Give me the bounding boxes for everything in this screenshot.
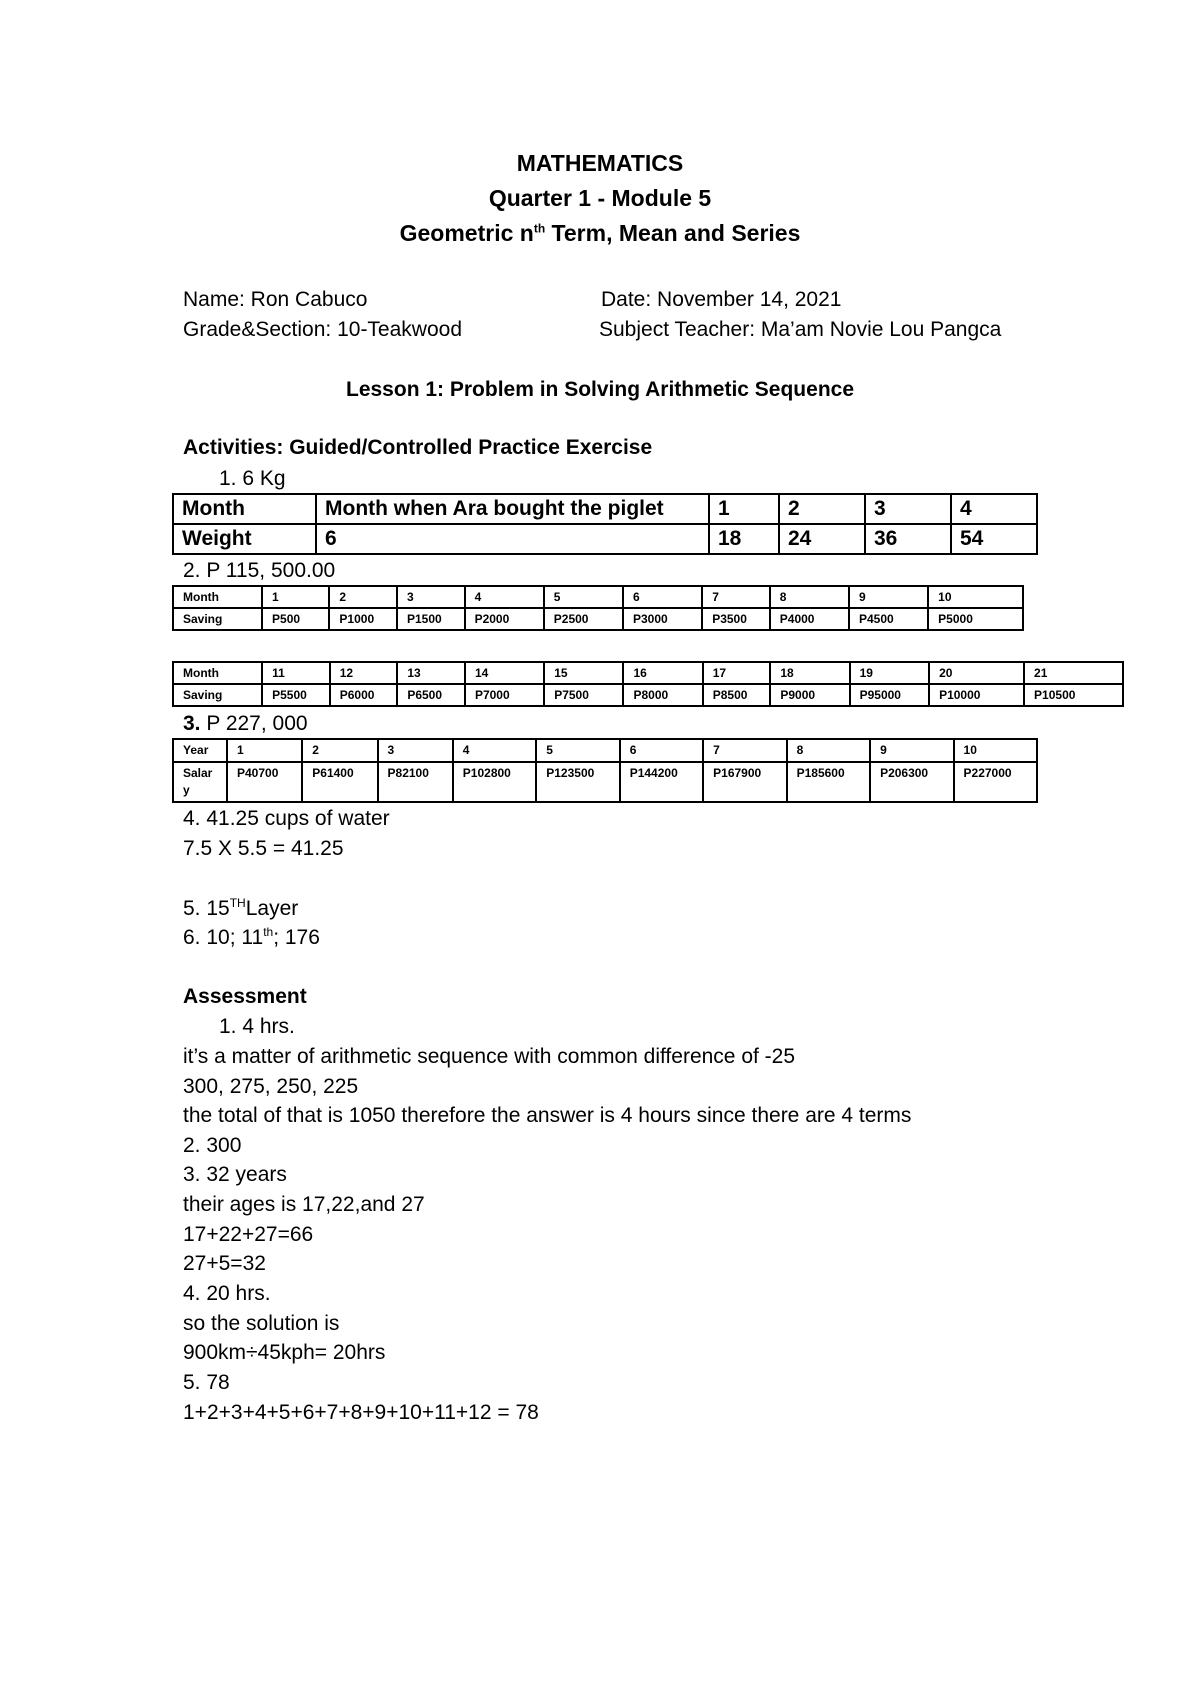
table-row [173, 494, 1037, 524]
table-cell: P9000 [770, 684, 849, 706]
title-pre: Geometric n [399, 220, 534, 246]
date: Date: November 14, 2021 [601, 288, 842, 311]
table-cell: Month when Ara bought the piglet [316, 494, 709, 524]
table-cell: 21 [1024, 662, 1123, 684]
table-cell: 17 [703, 662, 771, 684]
activity-2-answer: 2. P 115, 500.00 [183, 559, 336, 582]
table-cell: Month [173, 662, 262, 684]
activity-4-answer: 4. 41.25 cups of water [183, 807, 390, 830]
table-row [173, 608, 1023, 630]
table-cell: 14 [465, 662, 544, 684]
activity-3-number: 3. [183, 712, 201, 735]
weight-table [172, 493, 1038, 555]
table-row [173, 684, 1123, 706]
table-cell: P227000 [954, 762, 1037, 802]
table-cell: 19 [850, 662, 929, 684]
assessment-line: their ages is 17,22,and 27 [183, 1193, 425, 1216]
assessment-heading: Assessment [183, 985, 307, 1008]
table-cell: 2 [302, 739, 377, 762]
table-cell: P5500 [262, 684, 330, 706]
table-cell: 9 [870, 739, 953, 762]
table-cell: 9 [849, 586, 928, 608]
table-cell: P7500 [544, 684, 623, 706]
table-cell: Saving [173, 684, 262, 706]
table-cell: P82100 [378, 762, 453, 802]
assessment-line: 1+2+3+4+5+6+7+8+9+10+11+12 = 78 [183, 1401, 539, 1424]
document-quarter: Quarter 1 - Module 5 [488, 185, 712, 211]
table-cell: P10000 [929, 684, 1024, 706]
table-cell: P1000 [329, 608, 397, 630]
assessment-line: 17+22+27=66 [183, 1223, 314, 1246]
a5-post: Layer [245, 897, 299, 920]
table-cell: P6500 [397, 684, 465, 706]
table-cell: 6 [623, 586, 702, 608]
activity-3-value: P 227, 000 [206, 712, 308, 735]
table-cell: P123500 [536, 762, 619, 802]
table-row [173, 586, 1023, 608]
table-cell: P2000 [465, 608, 544, 630]
table-cell: 4 [453, 739, 536, 762]
table-cell: P3500 [702, 608, 770, 630]
table-row [173, 762, 1037, 802]
table-cell: Month [173, 494, 316, 524]
saving-table-2 [172, 661, 1124, 707]
table-cell: 6 [316, 524, 709, 554]
table-cell: Year [173, 739, 227, 762]
table-cell: 4 [465, 586, 544, 608]
assessment-line: 27+5=32 [183, 1252, 266, 1275]
activity-5-answer [183, 897, 298, 921]
table-cell: P4500 [849, 608, 928, 630]
table-cell: P3000 [623, 608, 702, 630]
table-cell: P7000 [465, 684, 544, 706]
activity-4-solution: 7.5 X 5.5 = 41.25 [183, 837, 344, 860]
table-cell: 36 [865, 524, 951, 554]
a6-post: ; 176 [273, 926, 320, 949]
table-row [173, 524, 1037, 554]
table-cell: 4 [951, 494, 1037, 524]
table-cell: P102800 [453, 762, 536, 802]
table-cell: 10 [928, 586, 1023, 608]
activity-1-answer: 1. 6 Kg [219, 467, 286, 490]
assessment-line: 5. 78 [183, 1371, 230, 1394]
table-cell: 12 [330, 662, 398, 684]
assessment-line: it’s a matter of arithmetic sequence with common difference of -25 [183, 1045, 796, 1068]
table-cell: 8 [787, 739, 870, 762]
assessment-line: so the solution is [183, 1312, 340, 1335]
table-cell: 3 [865, 494, 951, 524]
table-cell: P500 [262, 608, 329, 630]
table-cell: 5 [544, 586, 623, 608]
table-cell: P206300 [870, 762, 953, 802]
table-cell: 10 [954, 739, 1037, 762]
table-cell: P8500 [703, 684, 771, 706]
table-cell: 3 [397, 586, 465, 608]
table-cell: 1 [227, 739, 302, 762]
table-cell: P61400 [302, 762, 377, 802]
table-cell: 7 [702, 586, 770, 608]
table-cell: P6000 [330, 684, 398, 706]
table-cell: 20 [929, 662, 1024, 684]
assessment-line: 3. 32 years [183, 1163, 287, 1186]
assessment-line: the total of that is 1050 therefore the answer is 4 hours since there are 4 terms [183, 1104, 912, 1127]
salary-label: Salary [183, 766, 213, 797]
table-cell: P40700 [227, 762, 302, 802]
assessment-line: 300, 275, 250, 225 [183, 1075, 359, 1098]
table-cell: 7 [703, 739, 786, 762]
table-cell: 24 [779, 524, 865, 554]
table-cell: 6 [620, 739, 703, 762]
table-cell: 3 [378, 739, 453, 762]
table-cell: P10500 [1024, 684, 1123, 706]
table-cell: 5 [536, 739, 619, 762]
title-post: Term, Mean and Series [545, 220, 801, 246]
table-row [173, 662, 1123, 684]
table-row [173, 739, 1037, 762]
table-cell: P185600 [787, 762, 870, 802]
table-cell: 15 [544, 662, 623, 684]
assessment-line: 2. 300 [183, 1134, 242, 1157]
a5-sup: TH [229, 896, 246, 910]
document-title [0, 220, 1200, 247]
assessment-line: 4. 20 hrs. [183, 1282, 271, 1305]
a6-sup: th [263, 925, 274, 939]
table-cell: P167900 [703, 762, 786, 802]
table-cell: P1500 [397, 608, 465, 630]
student-name: Name: Ron Cabuco [183, 288, 368, 311]
saving-table-1 [172, 585, 1024, 631]
title-sup: th [533, 221, 546, 236]
subject-teacher: Subject Teacher: Ma’am Novie Lou Pangca [599, 318, 1002, 341]
lesson-title: Lesson 1: Problem in Solving Arithmetic Sequence [346, 378, 854, 401]
table-cell: 16 [623, 662, 702, 684]
table-cell [173, 762, 227, 802]
a6-pre: 6. 10; 11 [183, 926, 264, 949]
table-cell: Saving [173, 608, 262, 630]
grade-section: Grade&Section: 10-Teakwood [183, 318, 462, 341]
table-cell: 54 [951, 524, 1037, 554]
table-cell: 2 [779, 494, 865, 524]
a5-pre: 5. 15 [183, 897, 230, 920]
activities-heading: Activities: Guided/Controlled Practice Exercise [183, 436, 653, 459]
table-cell: P144200 [620, 762, 703, 802]
table-cell: P2500 [544, 608, 623, 630]
table-cell: P8000 [623, 684, 702, 706]
assessment-line: 900km÷45kph= 20hrs [183, 1341, 386, 1364]
table-cell: 18 [709, 524, 779, 554]
table-cell: Weight [173, 524, 316, 554]
table-cell: 13 [397, 662, 465, 684]
assessment-line: 1. 4 hrs. [219, 1015, 295, 1038]
table-cell: P95000 [850, 684, 929, 706]
table-cell: 1 [262, 586, 329, 608]
table-cell: Month [173, 586, 262, 608]
activity-6-answer [183, 926, 320, 950]
table-cell: 11 [262, 662, 330, 684]
table-cell: 1 [709, 494, 779, 524]
table-cell: 8 [770, 586, 849, 608]
document-subject: MATHEMATICS [516, 150, 684, 176]
table-cell: P4000 [770, 608, 849, 630]
table-cell: 2 [329, 586, 397, 608]
table-cell: P5000 [928, 608, 1023, 630]
activity-3-answer [183, 712, 308, 736]
table-cell: 18 [770, 662, 849, 684]
salary-table [172, 738, 1038, 803]
